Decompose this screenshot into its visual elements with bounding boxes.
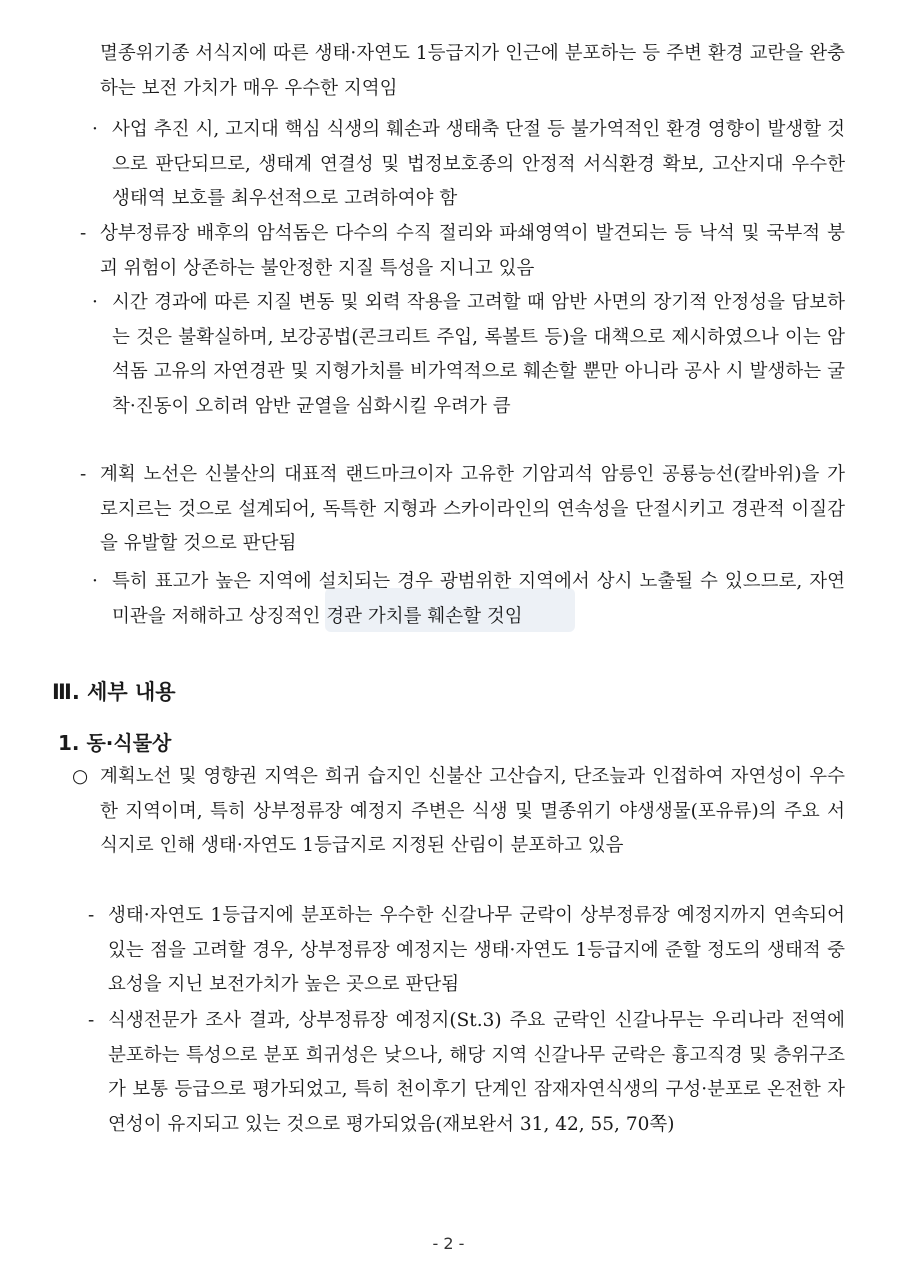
- bullet-dot: ·: [92, 119, 98, 140]
- paragraph-landscape: 특히 표고가 높은 지역에 설치되는 경우 광범위한 지역에서 상시 노출될 수 있으므로, 자연미관을 저해하고 상징적인 경관 가치를 훼손할 것임: [112, 571, 845, 627]
- paragraph-stability: 시간 경과에 따른 지질 변동 및 외력 작용을 고려할 때 암반 사면의 장기적 안정성을 담보하는 것은 불확실하며, 보강공법(콘크리트 주입, 록볼트 등)을 대책으로 제시하였으나 이는 암석돔 고유의 자연경관 및 지형가치를 비가역적으로 훼손할 뿐만 아니라 공사 시 발생하는 굴착·진동이 오히려 암반 균열을 심화시킬 우려가 큼: [112, 292, 845, 417]
- paragraph-intro: 멸종위기종 서식지에 따른 생태·자연도 1등급지가 인근에 분포하는 등 주변 환경 교란을 완충하는 보전 가치가 매우 우수한 지역임: [100, 43, 845, 99]
- section-heading: Ⅲ. 세부 내용: [52, 680, 176, 704]
- bullet-dash: -: [88, 905, 95, 926]
- paragraph-vegetation-survey: 식생전문가 조사 결과, 상부정류장 예정지(St.3) 주요 군락인 신갈나무는 우리나라 전역에 분포하는 특성으로 분포 희귀성은 낮으나, 해당 지역 신갈나무 군락은 흉고직경 및 층위구조가 보통 등급으로 평가되었고, 특히 천이후기 단계인 잠재자연식생의 구성·분포로 온전한 자연성이 유지되고 있는 것으로 평가되었음(재보완서 31, 42, 55, 70쪽): [108, 1010, 845, 1135]
- page-number: - 2 -: [432, 1234, 465, 1253]
- bullet-dot: ·: [92, 571, 98, 592]
- paragraph-route: 계획 노선은 신불산의 대표적 랜드마크이자 고유한 기암괴석 암릉인 공룡능선(칼바위)을 가로지르는 것으로 설계되어, 독특한 지형과 스카이라인의 연속성을 단절시키고 경관적 이질감을 유발할 것으로 판단됨: [100, 464, 845, 554]
- paragraph-oak-forest: 생태·자연도 1등급지에 분포하는 우수한 신갈나무 군락이 상부정류장 예정지까지 연속되어 있는 점을 고려할 경우, 상부정류장 예정지는 생태·자연도 1등급지에 준할 정도의 생태적 중요성을 지닌 보전가치가 높은 곳으로 판단됨: [108, 905, 845, 995]
- bullet-dash: -: [80, 464, 87, 485]
- bullet-dash: -: [80, 223, 87, 244]
- subsection-heading: 1. 동·식물상: [58, 731, 172, 755]
- paragraph-geology: 상부정류장 배후의 암석돔은 다수의 수직 절리와 파쇄영역이 발견되는 등 낙석 및 국부적 붕괴 위험이 상존하는 불안정한 지질 특성을 지니고 있음: [100, 223, 845, 279]
- paragraph-route-area: 계획노선 및 영향권 지역은 희귀 습지인 신불산 고산습지, 단조늪과 인접하여 자연성이 우수한 지역이며, 특히 상부정류장 예정지 주변은 식생 및 멸종위기 야생생물(포유류)의 주요 서식지로 인해 생태·자연도 1등급지로 지정된 산림이 분포하고 있음: [100, 766, 845, 856]
- bullet-circle: ○: [72, 766, 89, 787]
- bullet-dash: -: [88, 1010, 95, 1031]
- paragraph-impact: 사업 추진 시, 고지대 핵심 식생의 훼손과 생태축 단절 등 불가역적인 환경 영향이 발생할 것으로 판단되므로, 생태계 연결성 및 법정보호종의 안정적 서식환경 확보, 고산지대 우수한 생태역 보호를 최우선적으로 고려하여야 함: [112, 119, 845, 209]
- bullet-dot: ·: [92, 292, 98, 313]
